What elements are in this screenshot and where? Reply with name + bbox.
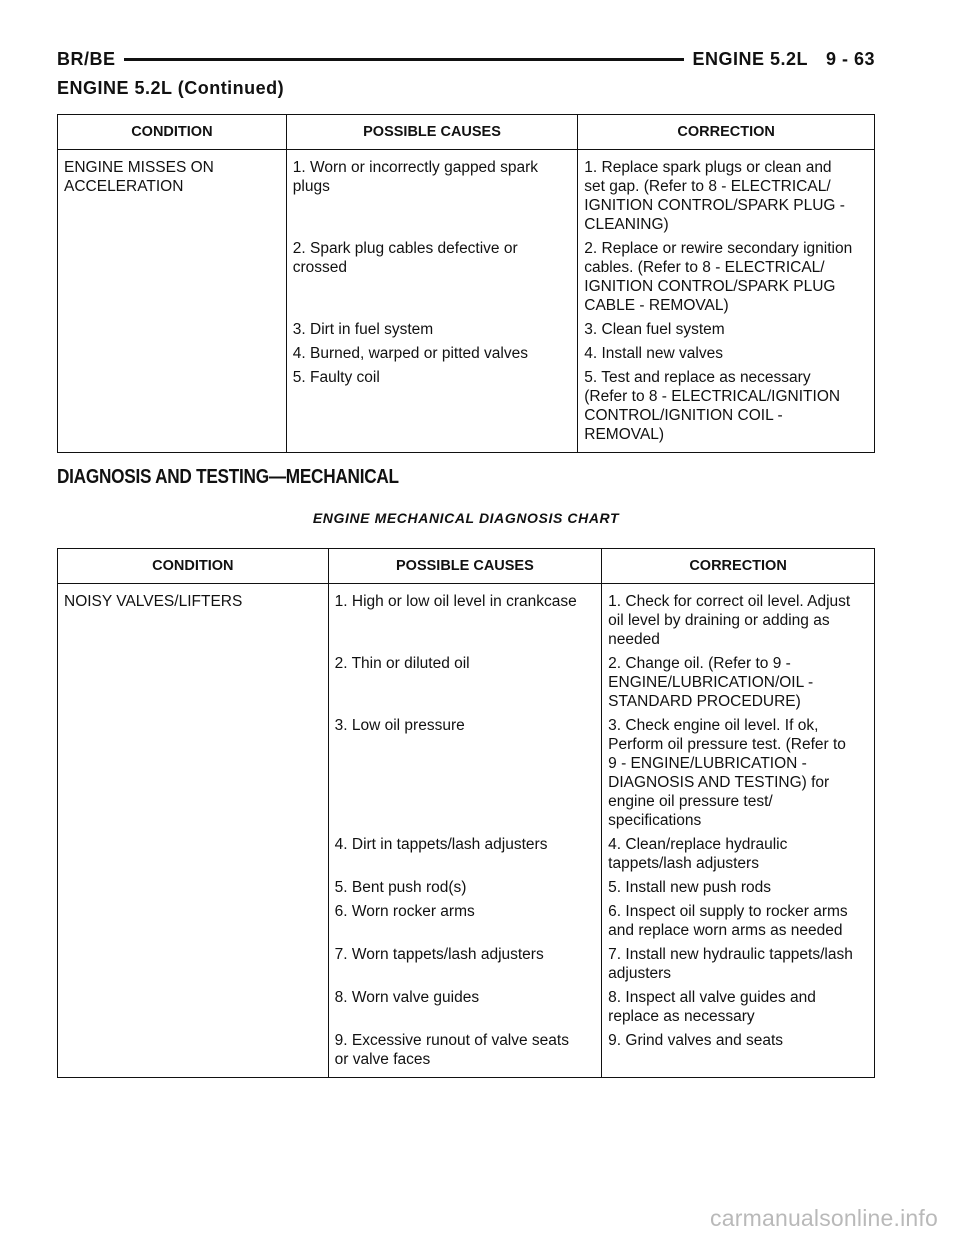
condition-cell	[58, 366, 287, 453]
condition-cell	[58, 714, 329, 833]
correction-cell: 4. Install new valves	[578, 342, 875, 366]
engine-diagnosis-table	[57, 114, 875, 453]
table-row	[58, 943, 875, 986]
correction-cell: 1. Replace spark plugs or clean and set gap. (Refer to 8 - ELECTRICAL/ IGNITION CONTROL/SPARK PLUG - CLEANING)	[578, 150, 875, 238]
mechanical-diagnosis-table	[57, 548, 875, 1078]
col-header-correction: CORRECTION	[602, 549, 875, 584]
table-row	[58, 1029, 875, 1078]
cause-cell: 9. Excessive runout of valve seats or valve faces	[328, 1029, 602, 1078]
correction-cell: 5. Test and replace as necessary (Refer to 8 - ELECTRICAL/IGNITION CONTROL/IGNITION COIL - REMOVAL)	[578, 366, 875, 453]
condition-cell	[58, 986, 329, 1029]
cause-cell: 2. Spark plug cables defective or crossed	[286, 237, 578, 318]
correction-cell: 9. Grind valves and seats	[602, 1029, 875, 1078]
table-row	[58, 150, 875, 238]
watermark: carmanualsonline.info	[710, 1205, 938, 1231]
correction-cell: 5. Install new push rods	[602, 876, 875, 900]
cause-cell: 6. Worn rocker arms	[328, 900, 602, 943]
correction-cell: 3. Check engine oil level. If ok, Perform oil pressure test. (Refer to 9 - ENGINE/LUBRICATION - DIAGNOSIS AND TESTING) for engine oil pressure test/ specifications	[602, 714, 875, 833]
col-header-causes: POSSIBLE CAUSES	[328, 549, 602, 584]
section-title: DIAGNOSIS AND TESTING—MECHANICAL	[57, 466, 399, 488]
col-header-correction: CORRECTION	[578, 115, 875, 150]
table-row	[58, 833, 875, 876]
cause-cell: 5. Faulty coil	[286, 366, 578, 453]
cause-cell: 3. Low oil pressure	[328, 714, 602, 833]
condition-cell	[58, 943, 329, 986]
correction-cell: 1. Check for correct oil level. Adjust oil level by draining or adding as needed	[602, 584, 875, 653]
cause-cell: 3. Dirt in fuel system	[286, 318, 578, 342]
model-code: BR/BE	[57, 48, 116, 69]
correction-cell: 6. Inspect oil supply to rocker arms and replace worn arms as needed	[602, 900, 875, 943]
cause-cell: 7. Worn tappets/lash adjusters	[328, 943, 602, 986]
cause-cell: 4. Burned, warped or pitted valves	[286, 342, 578, 366]
condition-cell	[58, 833, 329, 876]
condition-cell	[58, 876, 329, 900]
table-row	[58, 714, 875, 833]
cause-cell: 1. Worn or incorrectly gapped spark plugs	[286, 150, 578, 238]
cause-cell: 8. Worn valve guides	[328, 986, 602, 1029]
chart-title: ENGINE MECHANICAL DIAGNOSIS CHART	[312, 510, 620, 526]
condition-cell	[58, 237, 287, 318]
table-row	[58, 342, 875, 366]
table-row	[58, 366, 875, 453]
cause-cell: 5. Bent push rod(s)	[328, 876, 602, 900]
table-row	[58, 318, 875, 342]
condition-cell	[58, 318, 287, 342]
table-row	[58, 652, 875, 714]
table-row	[58, 986, 875, 1029]
col-header-condition: CONDITION	[58, 115, 287, 150]
continued-title: ENGINE 5.2L (Continued)	[57, 78, 285, 98]
cause-cell: 4. Dirt in tappets/lash adjusters	[328, 833, 602, 876]
condition-cell	[58, 652, 329, 714]
page-number: 9 - 63	[825, 48, 875, 69]
cause-cell: 2. Thin or diluted oil	[328, 652, 602, 714]
cause-cell: 1. High or low oil level in crankcase	[328, 584, 602, 653]
col-header-condition: CONDITION	[58, 549, 329, 584]
correction-cell: 3. Clean fuel system	[578, 318, 875, 342]
correction-cell: 4. Clean/replace hydraulic tappets/lash adjusters	[602, 833, 875, 876]
header-rule	[124, 58, 685, 61]
correction-cell: 7. Install new hydraulic tappets/lash adjusters	[602, 943, 875, 986]
table-header-row	[58, 549, 875, 584]
condition-cell	[58, 342, 287, 366]
correction-cell: 8. Inspect all valve guides and replace as necessary	[602, 986, 875, 1029]
table-row	[58, 584, 875, 653]
condition-cell	[58, 1029, 329, 1078]
condition-cell: NOISY VALVES/LIFTERS	[64, 593, 243, 610]
table-row	[58, 237, 875, 318]
page-header	[57, 44, 875, 74]
section-name: ENGINE 5.2L	[692, 48, 808, 69]
table-header-row	[58, 115, 875, 150]
table-row	[58, 876, 875, 900]
col-header-causes: POSSIBLE CAUSES	[286, 115, 578, 150]
table-row	[58, 900, 875, 943]
condition-cell: ENGINE MISSES ON ACCELERATION	[64, 159, 214, 195]
condition-cell	[58, 900, 329, 943]
correction-cell: 2. Change oil. (Refer to 9 - ENGINE/LUBRICATION/OIL - STANDARD PROCEDURE)	[602, 652, 875, 714]
header-right	[692, 49, 875, 70]
correction-cell: 2. Replace or rewire secondary ignition cables. (Refer to 8 - ELECTRICAL/ IGNITION CONTROL/SPARK PLUG CABLE - REMOVAL)	[578, 237, 875, 318]
